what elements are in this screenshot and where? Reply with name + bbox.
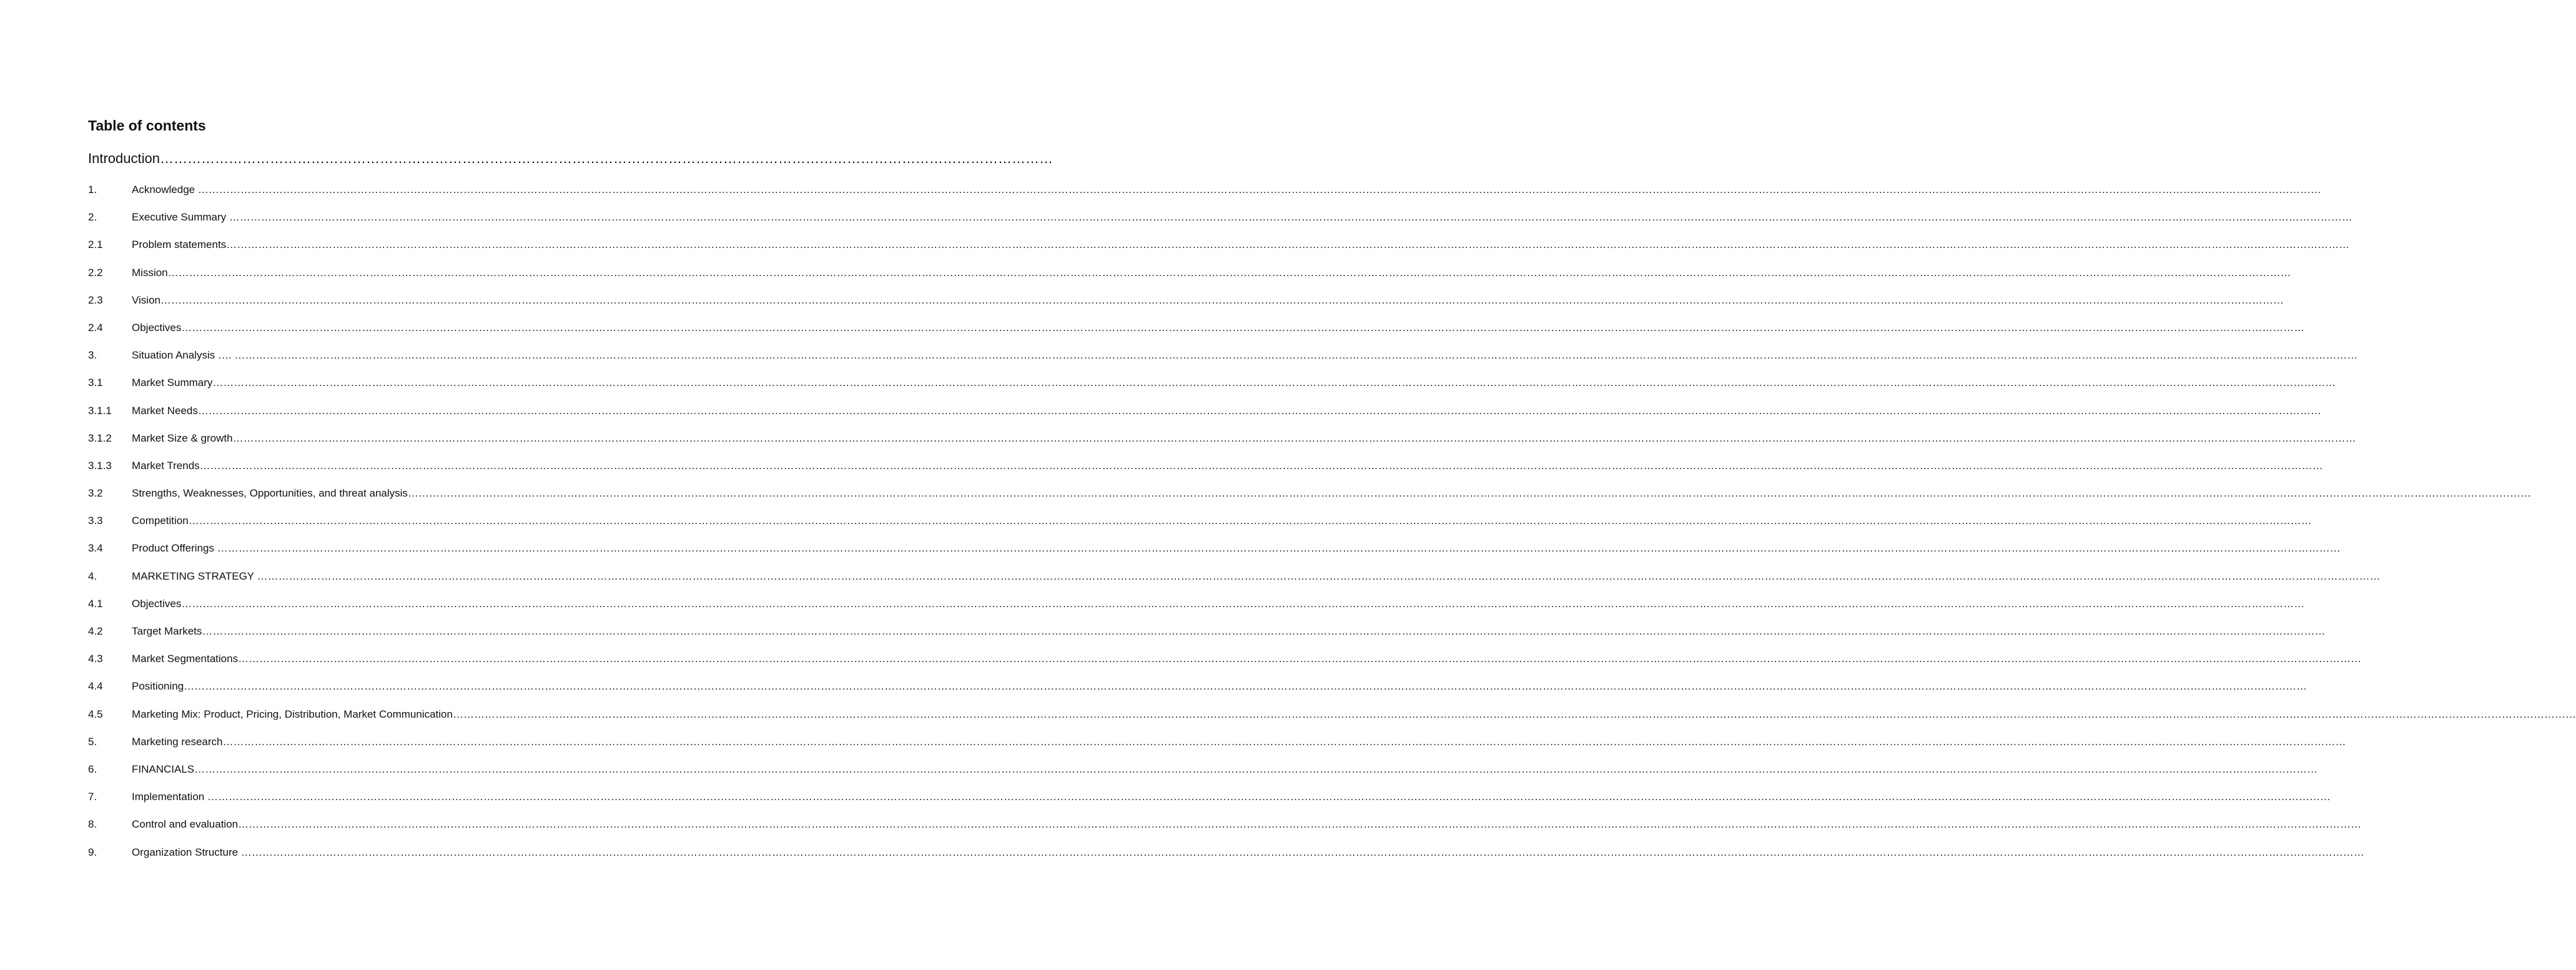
dot-leader: …………………………………………………………………………………………………………………………………………………………………………………………………………………………………………………………………………………………………………………………………………………………………………………………………………………………………………………………………………………………………………………………………………………… bbox=[197, 404, 2321, 417]
toc-entry-number: 3.2 bbox=[88, 487, 103, 500]
toc-entry-label: Competition bbox=[132, 515, 189, 527]
toc-entry-number: 3.1 bbox=[88, 377, 103, 389]
toc-entry-label: Acknowledge bbox=[132, 184, 198, 195]
toc-entry-label: Product Offerings bbox=[132, 542, 217, 555]
toc-entry-label: Marketing Mix: Product, Pricing, Distribution, Market Communication bbox=[132, 708, 453, 720]
toc-entry-number: 5. bbox=[88, 735, 97, 748]
toc-entry-number: 3. bbox=[88, 349, 97, 362]
toc-entry-text bbox=[132, 569, 2381, 584]
toc-entry-number: 4.2 bbox=[88, 625, 103, 637]
toc-entry-label: Problem statements bbox=[132, 239, 227, 251]
toc-entry[interactable] bbox=[88, 679, 2307, 706]
toc-entry-text bbox=[132, 375, 2336, 390]
toc-entry[interactable] bbox=[88, 403, 2321, 431]
toc-entry-number: 4.1 bbox=[88, 597, 103, 610]
toc-entry[interactable] bbox=[88, 569, 2381, 596]
toc-entry-text bbox=[132, 182, 2321, 197]
toc-entry-number: 4.5 bbox=[88, 708, 103, 720]
toc-entry-number: 1. bbox=[88, 184, 97, 195]
toc-entry-number: 4.3 bbox=[88, 653, 103, 665]
toc-entry-text bbox=[132, 541, 2341, 556]
dot-leader: …………………………………………………………………………………………………………………………………………………………………………………………………………………………………………………………………………………………………………………………………………………………………………………………………………………………………………………………………………………………………………………………………………………… bbox=[257, 570, 2381, 582]
toc-entry[interactable] bbox=[88, 596, 2305, 624]
toc-entry[interactable] bbox=[88, 293, 2284, 320]
dot-leader: …………………………………………………………………………………………………………………………………………………………………………………………………………………………………………………………………………………………………………………………………………………………………………………………………………………………………………………………………………………………………………………………………………………… bbox=[188, 515, 2312, 527]
toc-entry[interactable] bbox=[88, 817, 2362, 844]
toc-entry[interactable] bbox=[88, 541, 2341, 568]
toc-entry[interactable] bbox=[88, 513, 2312, 541]
dot-leader: …………………………………………………………………………………………………………………………………………………………………………………………………………………………………………………………………………………………………………………………………………………………………………………………………………………………………………………………………………………………………………………………………………………… bbox=[197, 184, 2321, 195]
toc-entry-text bbox=[132, 789, 2331, 804]
toc-entry-label: Market Segmentations bbox=[132, 653, 239, 665]
toc-entry-text bbox=[132, 458, 2323, 473]
toc-entry-text bbox=[132, 513, 2312, 528]
toc-entry-number: 2.4 bbox=[88, 321, 103, 334]
dot-leader: …………………………………………………………………………………………………………………………………………………………………………………………………………………………………………………………………………………………………………………………………………………………………………………………………………………………………………………………………………………………………………………………………………………… bbox=[202, 625, 2326, 637]
toc-entry-label: Executive Summary bbox=[132, 211, 229, 224]
toc-entry-text bbox=[132, 265, 2291, 280]
toc-entry-label: Strengths, Weaknesses, Opportunities, and threat analysis bbox=[132, 487, 408, 500]
toc-entry-text bbox=[132, 651, 2362, 666]
toc-entry-text bbox=[132, 624, 2326, 639]
toc-entry-number: 3.1.2 bbox=[88, 432, 112, 444]
toc-entry-label: Marketing research bbox=[132, 735, 223, 748]
dot-leader: …………………………………………………………………………………………………………………………………………………………………………… bbox=[159, 151, 1053, 166]
toc-entry[interactable] bbox=[88, 707, 2576, 735]
toc-entry[interactable] bbox=[88, 265, 2291, 293]
toc-entry-number: 2.2 bbox=[88, 266, 103, 279]
toc-entry-number: 3.1.3 bbox=[88, 459, 112, 472]
toc-entry-label: Positioning bbox=[132, 680, 184, 693]
toc-entry[interactable] bbox=[88, 789, 2331, 817]
dot-leader: …………………………………………………………………………………………………………………………………………………………………………………………………………………………………………………………………………………………………………………………………………………………………………………………………………………………………………………………………………………………………………………………………………………… bbox=[194, 763, 2318, 775]
toc-introduction-label: Introduction bbox=[88, 151, 160, 166]
toc-entry-label: Situation Analysis …. bbox=[132, 349, 235, 362]
toc-entry-label: FINANCIALS bbox=[132, 763, 195, 775]
toc-entry[interactable] bbox=[88, 237, 2350, 265]
toc-entry-label: Organization Structure bbox=[132, 846, 241, 858]
dot-leader: …………………………………………………………………………………………………………………………………………………………………………………………………………………………………………………………………………………………………………………………………………………………………………………………………………………………………………………………………………………………………………………………………………………… bbox=[167, 266, 2291, 279]
toc-entry[interactable] bbox=[88, 458, 2323, 486]
toc-entry[interactable] bbox=[88, 735, 2346, 762]
dot-leader: …………………………………………………………………………………………………………………………………………………………………………………………………………………………………………………………………………………………………………………………………………………………………………………………………………………………………………………………………………………………………………………………………………………… bbox=[207, 791, 2331, 803]
toc-entry-label: Objectives bbox=[132, 321, 182, 334]
toc-entry-label: Target Markets bbox=[132, 625, 202, 637]
toc-entry-text bbox=[132, 707, 2576, 722]
toc-entry[interactable] bbox=[88, 348, 2358, 375]
toc-entry-text bbox=[132, 210, 2352, 225]
toc-list bbox=[88, 182, 2576, 873]
toc-entry-label: Market Size & growth bbox=[132, 432, 233, 444]
toc-entry-number: 9. bbox=[88, 846, 97, 858]
toc-entry-label: Market Needs bbox=[132, 404, 198, 417]
dot-leader: …………………………………………………………………………………………………………………………………………………………………………………………………………………………………………………………………………………………………………………………………………………………………………………………………………………………………………………………………………………………………………………………………………………… bbox=[234, 349, 2358, 362]
dot-leader: …………………………………………………………………………………………………………………………………………………………………………………………………………………………………………………………………………………………………………………………………………………………………………………………………………………………………………………………………………………………………………………………………………………… bbox=[407, 487, 2531, 500]
toc-entry-text bbox=[132, 762, 2318, 777]
toc-entry-number: 3.1.1 bbox=[88, 404, 112, 417]
toc-entry[interactable] bbox=[88, 375, 2336, 403]
toc-entry[interactable] bbox=[88, 486, 2531, 513]
dot-leader: …………………………………………………………………………………………………………………………………………………………………………………………………………………………………………………………………………………………………………………………………………………………………………………………………………………………………………………………………………………………………………………………………………………… bbox=[226, 239, 2350, 251]
toc-entry-text bbox=[132, 596, 2305, 611]
toc-entry[interactable] bbox=[88, 431, 2356, 458]
toc-entry-label: Control and evaluation bbox=[132, 818, 239, 831]
toc-entry-number: 8. bbox=[88, 818, 97, 831]
toc-entry-number: 2.3 bbox=[88, 294, 103, 306]
dot-leader: …………………………………………………………………………………………………………………………………………………………………………………………………………………………………………………………………………………………………………………………………………………………………………………………………………………………………………………………………………………………………………………………………………………… bbox=[181, 597, 2305, 610]
toc-entry-number: 4.4 bbox=[88, 680, 103, 693]
dot-leader: …………………………………………………………………………………………………………………………………………………………………………………………………………………………………………………………………………………………………………………………………………………………………………………………………………………………………………………………………………………………………………………………………………………… bbox=[217, 542, 2341, 555]
toc-entry-label: Objectives bbox=[132, 597, 182, 610]
dot-leader: …………………………………………………………………………………………………………………………………………………………………………………………………………………………………………………………………………………………………………………………………………………………………………………………………………………………………………………………………………………………………………………………………………………… bbox=[184, 680, 2307, 693]
dot-leader: …………………………………………………………………………………………………………………………………………………………………………………………………………………………………………………………………………………………………………………………………………………………………………………………………………………………………………………………………………………………………………………………………………………… bbox=[212, 377, 2336, 389]
toc-entry[interactable] bbox=[88, 651, 2362, 679]
toc-entry-number: 3.3 bbox=[88, 515, 103, 527]
toc-entry-label: Market Trends bbox=[132, 459, 200, 472]
toc-title: Table of contents bbox=[88, 117, 206, 134]
toc-entry-text bbox=[132, 679, 2307, 694]
toc-entry-number: 7. bbox=[88, 791, 97, 803]
toc-introduction-entry[interactable] bbox=[88, 151, 1053, 171]
dot-leader: …………………………………………………………………………………………………………………………………………………………………………………………………………………………………………………………………………………………………………………………………………………………………………………………………………………………………………………………………………………………………………………………………………………… bbox=[199, 459, 2323, 472]
toc-entry-number: 3.4 bbox=[88, 542, 103, 555]
toc-entry-label: MARKETING STRATEGY bbox=[132, 570, 257, 582]
toc-entry-label: Implementation bbox=[132, 791, 207, 803]
toc-entry-text bbox=[132, 817, 2362, 832]
toc-entry-text bbox=[132, 237, 2350, 252]
toc-entry[interactable] bbox=[88, 762, 2318, 789]
dot-leader: …………………………………………………………………………………………………………………………………………………………………………………………………………………………………………………………………………………………………………………………………………………………………………………………………………………………………………………………………………………………………………………………………………………… bbox=[452, 708, 2576, 720]
toc-entry-text bbox=[132, 320, 2305, 335]
dot-leader: …………………………………………………………………………………………………………………………………………………………………………………………………………………………………………………………………………………………………………………………………………………………………………………………………………………………………………………………………………………………………………………………………………………… bbox=[240, 846, 2364, 858]
dot-leader: …………………………………………………………………………………………………………………………………………………………………………………………………………………………………………………………………………………………………………………………………………………………………………………………………………………………………………………………………………………………………………………………………………………… bbox=[160, 294, 2284, 306]
toc-entry-label: Vision bbox=[132, 294, 160, 306]
dot-leader: …………………………………………………………………………………………………………………………………………………………………………………………………………………………………………………………………………………………………………………………………………………………………………………………………………………………………………………………………………………………………………………………………………………… bbox=[222, 735, 2346, 748]
toc-entry[interactable] bbox=[88, 182, 2321, 210]
dot-leader: …………………………………………………………………………………………………………………………………………………………………………………………………………………………………………………………………………………………………………………………………………………………………………………………………………………………………………………………………………………………………………………………………………………… bbox=[232, 432, 2356, 444]
toc-entry-number: 2.1 bbox=[88, 239, 103, 251]
dot-leader: …………………………………………………………………………………………………………………………………………………………………………………………………………………………………………………………………………………………………………………………………………………………………………………………………………………………………………………………………………………………………………………………………………………… bbox=[181, 321, 2305, 334]
toc-entry-text bbox=[132, 348, 2358, 363]
toc-entry-number: 6. bbox=[88, 763, 97, 775]
toc-entry-label: Market Summary bbox=[132, 377, 213, 389]
dot-leader: …………………………………………………………………………………………………………………………………………………………………………………………………………………………………………………………………………………………………………………………………………………………………………………………………………………………………………………………………………………………………………………………………………………… bbox=[238, 818, 2362, 831]
toc-entry[interactable] bbox=[88, 210, 2352, 237]
toc-entry-text bbox=[132, 403, 2321, 418]
toc-entry-text bbox=[132, 293, 2284, 308]
toc-entry-text bbox=[132, 486, 2531, 501]
dot-leader: …………………………………………………………………………………………………………………………………………………………………………………………………………………………………………………………………………………………………………………………………………………………………………………………………………………………………………………………………………………………………………………………………………………… bbox=[229, 211, 2352, 224]
toc-entry-number: 4. bbox=[88, 570, 97, 582]
toc-entry[interactable] bbox=[88, 624, 2326, 651]
toc-entry[interactable] bbox=[88, 320, 2305, 348]
toc-entry-number: 2. bbox=[88, 211, 97, 224]
toc-entry-text bbox=[132, 845, 2364, 860]
toc-entry[interactable] bbox=[88, 845, 2364, 873]
toc-entry-text bbox=[132, 735, 2346, 750]
toc-entry-text bbox=[132, 431, 2356, 446]
dot-leader: …………………………………………………………………………………………………………………………………………………………………………………………………………………………………………………………………………………………………………………………………………………………………………………………………………………………………………………………………………………………………………………………………………………… bbox=[238, 653, 2362, 665]
toc-entry-label: Mission bbox=[132, 266, 168, 279]
